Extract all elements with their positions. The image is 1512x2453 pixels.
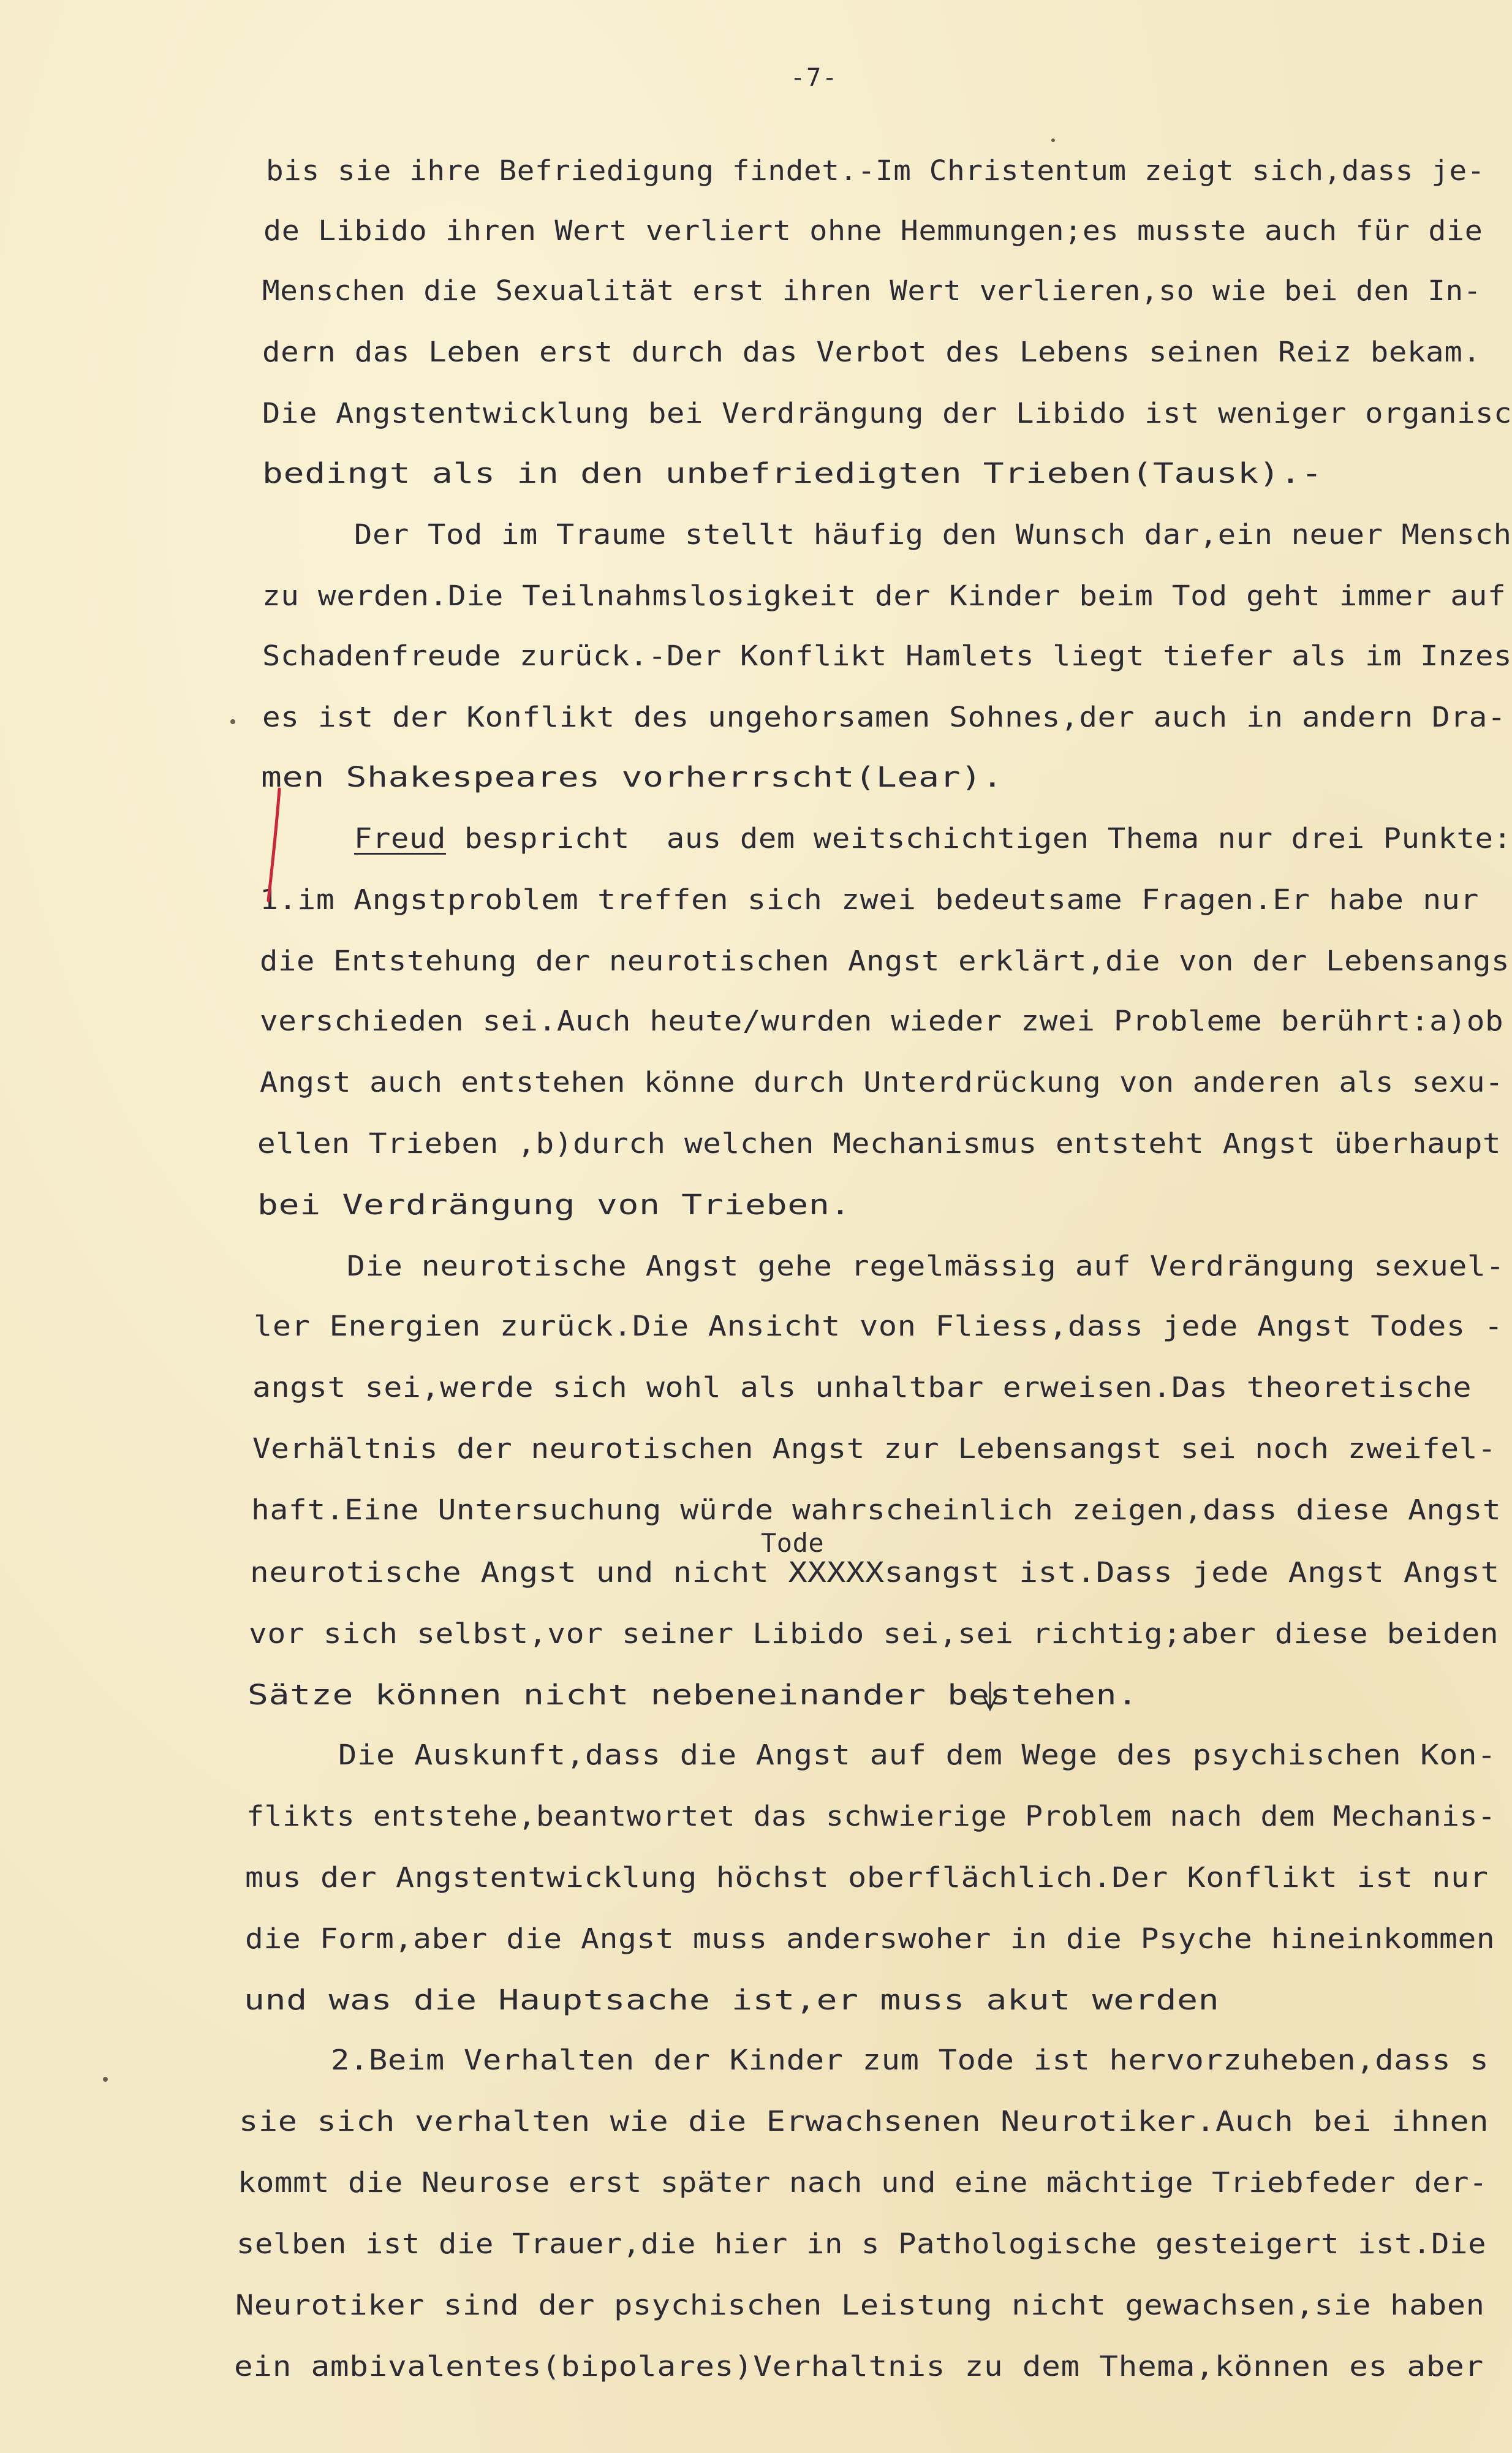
text-line: 1.im Angstproblem treffen sich zwei bedeutsame Fragen.Er habe nur <box>260 883 1480 916</box>
text-line: sie sich verhalten wie die Erwachsenen Neurotiker.Auch bei ihnen <box>239 2105 1489 2137</box>
text-fragment: bespricht aus dem weitschichtigen Thema nur drei Punkte: <box>445 822 1512 855</box>
text-line <box>354 822 1512 855</box>
text-line: men Shakespeares vorherrscht(Lear). <box>261 761 1004 793</box>
text-line: Die Angstentwicklung bei Verdrängung der Libido ist weniger organisc <box>262 397 1512 429</box>
text-line: ellen Trieben ,b)durch welchen Mechanismus entsteht Angst überhaupt <box>257 1127 1502 1160</box>
text-line: Die Auskunft,dass die Angst auf dem Wege des psychischen Kon- <box>338 1739 1497 1771</box>
text-line: kommt die Neurose erst später nach und eine mächtige Triebfeder der- <box>238 2166 1488 2199</box>
text-line: Angst auch entstehen könne durch Unterdrückung von anderen als sexu- <box>260 1066 1504 1098</box>
text-line: zu werden.Die Teilnahmslosigkeit der Kinder beim Tod geht immer auf <box>262 580 1506 612</box>
text-line: und was die Hauptsache ist,er muss akut werden <box>244 1984 1220 2016</box>
text-line: angst sei,werde sich wohl als unhaltbar erweisen.Das theoretische <box>252 1371 1472 1404</box>
text-line: die Entstehung der neurotischen Angst erklärt,die von der Lebensangs <box>260 945 1510 977</box>
text-line: Verhältnis der neurotischen Angst zur Lebensangst sei noch zweifel- <box>252 1432 1497 1465</box>
underlined-name: Freud <box>354 822 446 855</box>
text-line: Der Tod im Traume stellt häufig den Wunsch dar,ein neuer Mensch <box>354 518 1512 551</box>
text-line: 2.Beim Verhalten der Kinder zum Tode ist hervorzuheben,dass s <box>331 2044 1489 2076</box>
paper-speck <box>1051 138 1055 142</box>
text-line: flikts entstehe,beantwortet das schwierige Problem nach dem Mechanis- <box>246 1800 1496 1832</box>
text-line: bedingt als in den unbefriedigten Trieben(Tausk).- <box>262 457 1323 489</box>
text-line: bis sie ihre Befriedigung findet.-Im Christentum zeigt sich,dass je- <box>266 154 1486 187</box>
text-line: Neurotiker sind der psychischen Leistung nicht gewachsen,sie haben <box>235 2289 1485 2321</box>
text-line: es ist der Konflikt des ungehorsamen Sohnes,der auch in andern Dra- <box>262 701 1506 733</box>
text-line: vor sich selbst,vor seiner Libido sei,sei richtig;aber diese beiden <box>249 1617 1499 1650</box>
handwritten-mark <box>978 1679 1002 1715</box>
text-line: Schadenfreude zurück.-Der Konflikt Hamlets liegt tiefer als im Inzes <box>262 640 1512 672</box>
text-line: Die neurotische Angst gehe regelmässig auf Verdrängung sexuel- <box>347 1250 1505 1282</box>
text-line: haft.Eine Untersuchung würde wahrscheinlich zeigen,dass diese Angst <box>251 1494 1502 1526</box>
text-line: die Form,aber die Angst muss anderswoher in die Psyche hineinkommen <box>245 1922 1495 1955</box>
typed-insertion: Tode <box>761 1528 825 1558</box>
page-number: -7- <box>790 64 839 92</box>
paper-speck <box>230 719 235 724</box>
text-line: verschieden sei.Auch heute/wurden wieder zwei Probleme berührt:a)ob <box>260 1005 1504 1037</box>
text-line: de Libido ihren Wert verliert ohne Hemmungen;es musste auch für die <box>263 214 1483 247</box>
text-line: Menschen die Sexualität erst ihren Wert verlieren,so wie bei den In- <box>262 274 1482 307</box>
text-line: ler Energien zurück.Die Ansicht von Fliess,dass jede Angst Todes - <box>254 1310 1503 1342</box>
text-line: dern das Leben erst durch das Verbot des Lebens seinen Reiz bekam. <box>262 336 1481 368</box>
text-line: Sätze können nicht nebeneinander bestehen. <box>248 1679 1138 1711</box>
text-line: ein ambivalentes(bipolares)Verhaltnis zu dem Thema,können es aber <box>234 2350 1484 2383</box>
text-line: bei Verdrängung von Trieben. <box>257 1189 852 1221</box>
red-margin-mark <box>255 784 292 907</box>
paper-speck <box>103 2077 108 2082</box>
text-line: selben ist die Trauer,die hier in s Pathologische gesteigert ist.Die <box>236 2228 1487 2260</box>
text-line: mus der Angstentwicklung höchst oberflächlich.Der Konflikt ist nur <box>245 1861 1489 1894</box>
text-line: neurotische Angst und nicht XXXXXsangst ist.Dass jede Angst Angst <box>250 1556 1500 1589</box>
